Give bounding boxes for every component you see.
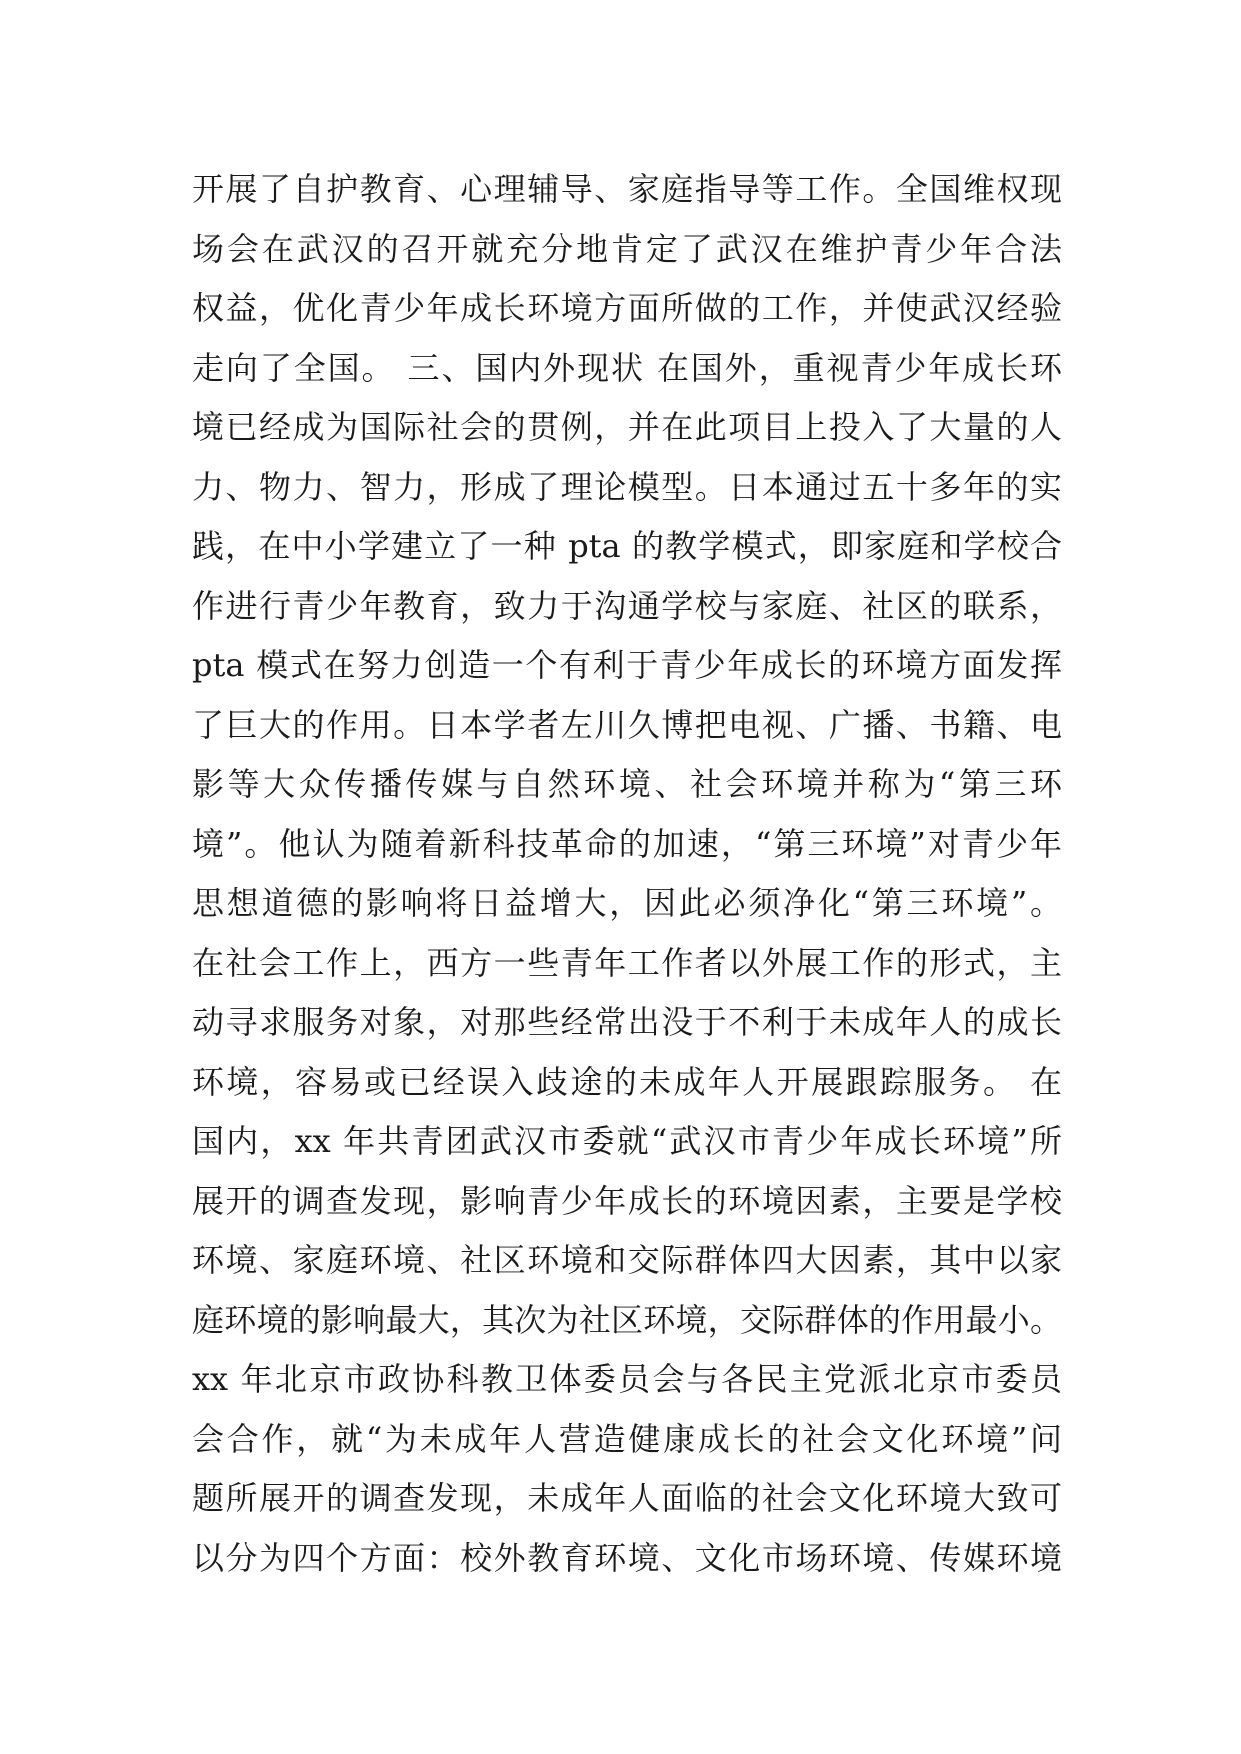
text-line: 践，在中小学建立了一种 pta 的教学模式，即家庭和学校合 xyxy=(192,527,1062,565)
body-text xyxy=(192,160,1062,1588)
text-line: 环境，容易或已经误入歧途的未成年人开展跟踪服务。 在 xyxy=(192,1062,1062,1101)
text-line: 动寻求服务对象，对那些经常出没于不利于未成年人的成长 xyxy=(192,1003,1062,1041)
text-line: 力、物力、智力，形成了理论模型。日本通过五十多年的实 xyxy=(192,467,1062,506)
text-line: 了巨大的作用。日本学者左川久博把电视、广播、书籍、电 xyxy=(192,705,1062,744)
text-line: 场会在武汉的召开就充分地肯定了武汉在维护青少年合法 xyxy=(192,229,1062,268)
text-line: 国内，xx 年共青团武汉市委就“武汉市青少年成长环境”所 xyxy=(192,1122,1062,1160)
text-line: xx 年北京市政协科教卫体委员会与各民主党派北京市委员 xyxy=(192,1360,1062,1398)
text-line: pta 模式在努力创造一个有利于青少年成长的环境方面发挥 xyxy=(192,646,1062,684)
text-line: 会合作，就“为未成年人营造健康成长的社会文化环境”问 xyxy=(192,1419,1062,1458)
text-line: 环境、家庭环境、社区环境和交际群体四大因素，其中以家 xyxy=(192,1241,1062,1279)
text-line: 境已经成为国际社会的贯例，并在此项目上投入了大量的人 xyxy=(192,408,1062,446)
text-line: 影等大众传播传媒与自然环境、社会环境并称为“第三环 xyxy=(192,765,1062,803)
text-line: 展开的调查发现，影响青少年成长的环境因素，主要是学校 xyxy=(192,1181,1062,1220)
text-line: 庭环境的影响最大，其次为社区环境，交际群体的作用最小。 xyxy=(192,1300,1062,1339)
text-line: 境”。他认为随着新科技革命的加速，“第三环境”对青少年 xyxy=(192,824,1062,863)
text-line: 走向了全国。 三、国内外现状 在国外，重视青少年成长环 xyxy=(192,348,1062,387)
text-line: 开展了自护教育、心理辅导、家庭指导等工作。全国维权现 xyxy=(192,170,1062,208)
text-line: 以分为四个方面：校外教育环境、文化市场环境、传媒环境 xyxy=(192,1538,1062,1577)
text-line: 题所展开的调查发现，未成年人面临的社会文化环境大致可 xyxy=(192,1479,1062,1517)
text-line: 权益，优化青少年成长环境方面所做的工作，并使武汉经验 xyxy=(192,289,1062,327)
text-line: 作进行青少年教育，致力于沟通学校与家庭、社区的联系， xyxy=(192,586,1062,625)
text-line: 在社会工作上，西方一些青年工作者以外展工作的形式，主 xyxy=(192,943,1062,982)
text-line: 思想道德的影响将日益增大，因此必须净化“第三环境”。 xyxy=(192,884,1062,922)
